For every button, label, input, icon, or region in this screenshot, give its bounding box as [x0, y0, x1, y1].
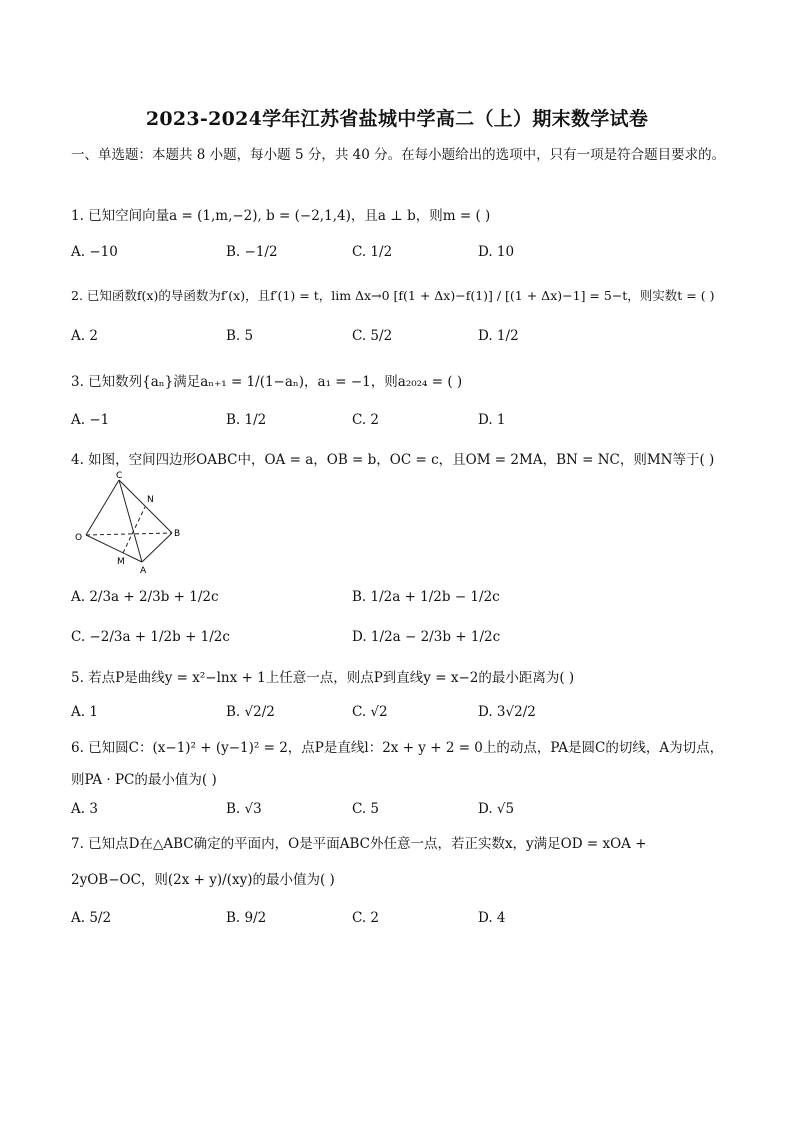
q1-option-c[interactable]: C. 1/2 — [352, 244, 393, 260]
figure-label: N — [147, 495, 154, 505]
figure-label: M — [117, 557, 125, 567]
q6-option-a[interactable]: A. 3 — [71, 801, 98, 817]
section-header: 一、单选题：本题共 8 小题，每小题 5 分，共 40 分。在每小题给出的选项中，只有一项是符合题目要求的。 — [71, 147, 726, 163]
figure-label: B — [174, 529, 181, 539]
question-4: 4. 如图，空间四边形OABC中，OA = a，OB = b，OC = c，且OM = 2MA，BN = NC，则MN等于( ) — [71, 452, 715, 468]
question-5: 5. 若点P是曲线y = x²−lnx + 1上任意一点，则点P到直线y = x−2的最小距离为( ) — [71, 670, 575, 686]
q2-option-d[interactable]: D. 1/2 — [478, 328, 519, 344]
question-6: 6. 已知圆C：(x−1)² + (y−1)² = 2，点P是直线l：2x + y + 2 = 0上的动点，PA是圆C的切线，A为切点，则PA · PC的最小值为( ) — [71, 740, 724, 788]
q3-option-b[interactable]: B. 1/2 — [226, 412, 267, 428]
q6-option-c[interactable]: C. 5 — [352, 801, 380, 817]
question-3: 3. 已知数列{aₙ}满足aₙ₊₁ = 1/(1−aₙ)，a₁ = −1，则a₂₀₂₄ = ( ) — [71, 374, 463, 390]
q2-option-b[interactable]: B. 5 — [226, 328, 254, 344]
q7-option-c[interactable]: C. 2 — [352, 910, 380, 926]
q4-option-c[interactable]: C. −2/3a + 1/2b + 1/2c — [71, 629, 230, 645]
q3-option-a[interactable]: A. −1 — [71, 412, 110, 428]
question-1: 1. 已知空间向量a = (1,m,−2), b = (−2,1,4)，且a ⊥ b，则m = ( ) — [71, 208, 491, 224]
q1-option-b[interactable]: B. −1/2 — [226, 244, 278, 260]
q7-option-d[interactable]: D. 4 — [478, 910, 506, 926]
q5-option-d[interactable]: D. 3√2/2 — [478, 704, 536, 720]
figure-label: O — [75, 533, 83, 543]
q7-option-a[interactable]: A. 5/2 — [71, 910, 112, 926]
q3-option-d[interactable]: D. 1 — [478, 412, 506, 428]
q5-option-c[interactable]: C. √2 — [352, 704, 388, 720]
page-title: 2023-2024学年江苏省盐城中学高二（上）期末数学试卷 — [145, 108, 649, 130]
figure-label: A — [140, 566, 147, 576]
q5-option-b[interactable]: B. √2/2 — [226, 704, 275, 720]
q3-option-c[interactable]: C. 2 — [352, 412, 380, 428]
q4-option-d[interactable]: D. 1/2a − 2/3b + 1/2c — [352, 629, 501, 645]
question-7: 7. 已知点D在△ABC确定的平面内，O是平面ABC外任意一点，若正实数x，y满足OD = xOA + 2yOB−OC，则(2x + y)/(xy)的最小值为( ) — [71, 836, 647, 888]
q4-option-b[interactable]: B. 1/2a + 1/2b − 1/2c — [352, 589, 500, 605]
q2-option-c[interactable]: C. 5/2 — [352, 328, 393, 344]
q6-option-b[interactable]: B. √3 — [226, 801, 262, 817]
tetrahedron-figure — [72, 470, 192, 576]
q2-option-a[interactable]: A. 2 — [71, 328, 98, 344]
q5-option-a[interactable]: A. 1 — [71, 704, 98, 720]
question-2: 2. 已知函数f(x)的导函数为f′(x)，且f′(1) = t，lim Δx→0 [f(1 + Δx)−f(1)] / [(1 + Δx)−1] = 5−t，则实数t = ( ) — [71, 288, 715, 303]
figure-label: C — [116, 471, 123, 481]
q6-option-d[interactable]: D. √5 — [478, 801, 515, 817]
q7-option-b[interactable]: B. 9/2 — [226, 910, 267, 926]
q4-option-a[interactable]: A. 2/3a + 2/3b + 1/2c — [71, 589, 219, 605]
q1-option-d[interactable]: D. 10 — [478, 244, 515, 260]
q1-option-a[interactable]: A. −10 — [71, 244, 118, 260]
